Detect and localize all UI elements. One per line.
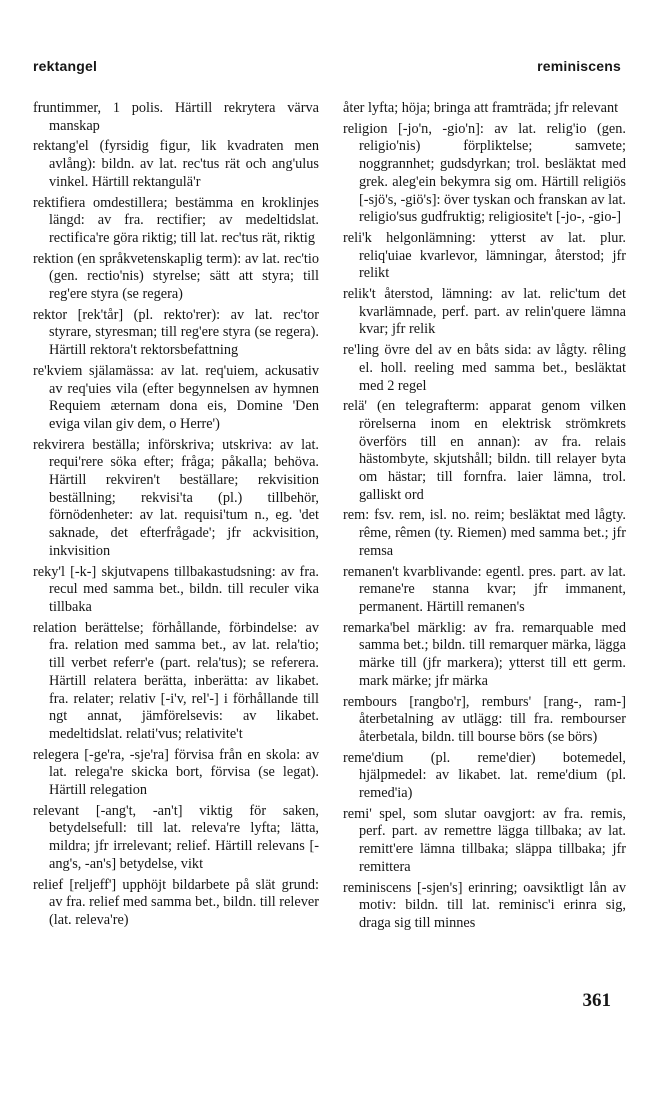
running-head-left: rektangel — [33, 58, 98, 74]
dictionary-entry: religion [-jo'n, -gio'n]: av lat. relig'io (gen. religio'nis) förpliktelse; samvete; noggrannhet; gudsdyrkan; trol. besläktat med grek. aleg'ein bekymra sig om. Härtill religiös [-sjö's, -giö's]: över tyskan och franskan av lat. religio'sus gudfruktig; religiosite't [-jo-, -gio-] — [343, 120, 626, 226]
dictionary-entry: relik't återstod, lämning: av lat. relic'tum det kvarlämnade, perf. part. av relin'quere lämna kvar; jfr relik — [343, 286, 626, 338]
dictionary-entry: remi' spel, som slutar oavgjort: av fra. remis, perf. part. av remettre lägga tillbaka; av lat. remitt'ere lämna tillbaka; släppa tillbaka; jfr remittera — [343, 805, 626, 875]
dictionary-entry: relä' (en telegrafterm: apparat genom vilken rörelserna inom en elektrisk strömkrets överförs till en annan): av fra. relais hästombyte, skjutshåll; bildn. till relayer byta om hästar; till fornfra. laier lämna, trol. galliskt ord — [343, 398, 626, 503]
dictionary-entry: remanen't kvarblivande: egentl. pres. part. av lat. remane're stanna kvar; jfr immanent, permanent. Härtill remanen's — [343, 563, 626, 615]
dictionary-entry: åter lyfta; höja; bringa att framträda; jfr relevant — [343, 100, 619, 116]
left-column — [33, 100, 319, 930]
dictionary-entry: relation berättelse; förhållande, förbindelse: av fra. relation med samma bet., av lat. rela'tio; till verbet referr'e (part. rela'tus); se referera. Härtill relatera berätta, inberätta: av likabet. fra. relater; relativ [-i'v, rel'-] i förhållande till ngt annat, jämförelsevis: av likabet. medeltidslat. relati'vus; relativite't — [33, 619, 319, 742]
dictionary-entry: rektang'el (fyrsidig figur, lik kvadraten men avlång): bildn. av lat. rec'tus rät och ang'ulus vinkel. Härtill rektangulä'r — [33, 138, 319, 190]
dictionary-entry: reminiscens [-sjen's] erinring; oavsiktligt lån av motiv: bildn. till lat. reminisc'i erinra sig, draga sig till minnes — [343, 879, 626, 931]
running-head-right: reminiscens — [537, 58, 621, 74]
dictionary-entry: fruntimmer, 1 polis. Härtill rekrytera värva manskap — [33, 100, 319, 134]
dictionary-entry: re'kviem själamässa: av lat. req'uiem, ackusativ av req'uies vila (efter begynnelsen av hymnen Requiem æternam dona eis, Domine 'Den eviga vilan giv dem, o Herre') — [33, 362, 319, 432]
dictionary-entry: reli'k helgonlämning: ytterst av lat. plur. reliq'uiae kvarlevor, lämningar, återstod; jfr relikt — [343, 229, 626, 282]
dictionary-entry: rekvirera beställa; införskriva; utskriva: av lat. requi'rere söka efter; fråga; påkalla; behöva. Härtill rekviren't beställare; rekvisition beställning; rekvisi'ta (pl.) tillbehör, förnödenheter: av lat. requisi'tum n., eg. 'det saknade, det efterfrågade'; jfr ackvisition, inkvisition — [33, 436, 319, 559]
right-column — [343, 100, 626, 933]
page-number: 361 — [582, 990, 611, 1011]
dictionary-entry: rektion (en språkvetenskaplig term): av lat. rec'tio (gen. rectio'nis) styrelse; sätt att styra; till reg'ere styra (se regera) — [33, 250, 319, 303]
dictionary-entry: relevant [-ang't, -an't] viktig för saken, betydelsefull: till lat. releva're lyfta; lätta, mildra; jfr irrelevant; relief. Härtill relevans [-ang's, -an's] betydelse, vikt — [33, 802, 319, 872]
dictionary-entry: relegera [-ge'ra, -sje'ra] förvisa från en skola: av lat. relega're skicka bort, förvisa (se legat). Härtill relegation — [33, 746, 319, 799]
dictionary-entry: rem: fsv. rem, isl. no. reim; besläktat med lågty. rême, rêmen (ty. Riemen) med samma bet.; jfr remsa — [343, 507, 626, 559]
dictionary-entry: reky'l [-k-] skjutvapens tillbakastudsning: av fra. recul med samma bet., bildn. till reculer vika tillbaka — [33, 563, 319, 615]
dictionary-entry: remarka'bel märklig: av fra. remarquable med samma bet.; bildn. till remarquer märka, lägga märke till (jfr markera); ytterst till ett germ. mark märke; jfr märka — [343, 619, 626, 689]
dictionary-entry: relief [reljeff'] upphöjt bildarbete på slät grund: av fra. relief med samma bet., bildn. till relever (lat. releva're) — [33, 876, 319, 928]
dictionary-entry: rembours [rangbo'r], remburs' [rang-, ram-] återbetalning av utlägg: till fra. rembourser återbetala, bildn. till bourse börs (se börs) — [343, 693, 626, 745]
dictionary-entry: re'ling övre del av en båts sida: av lågty. rêling el. holl. reeling med samma bet., besläktat med 2 regel — [343, 342, 626, 394]
dictionary-entry: reme'dium (pl. reme'dier) botemedel, hjälpmedel: av likabet. lat. reme'dium (pl. remed'ia) — [343, 749, 626, 802]
dictionary-entry: rektifiera omdestillera; bestämma en kroklinjes längd: av fra. rectifier; av medeltidslat. rectifica're göra riktig; till lat. rec'tus rät, riktig — [33, 194, 319, 246]
dictionary-entry: rektor [rek'tår] (pl. rekto'rer): av lat. rec'tor styrare, styresman; till reg'ere styra (se regera). Härtill rektora't rektorsbefattning — [33, 306, 319, 359]
